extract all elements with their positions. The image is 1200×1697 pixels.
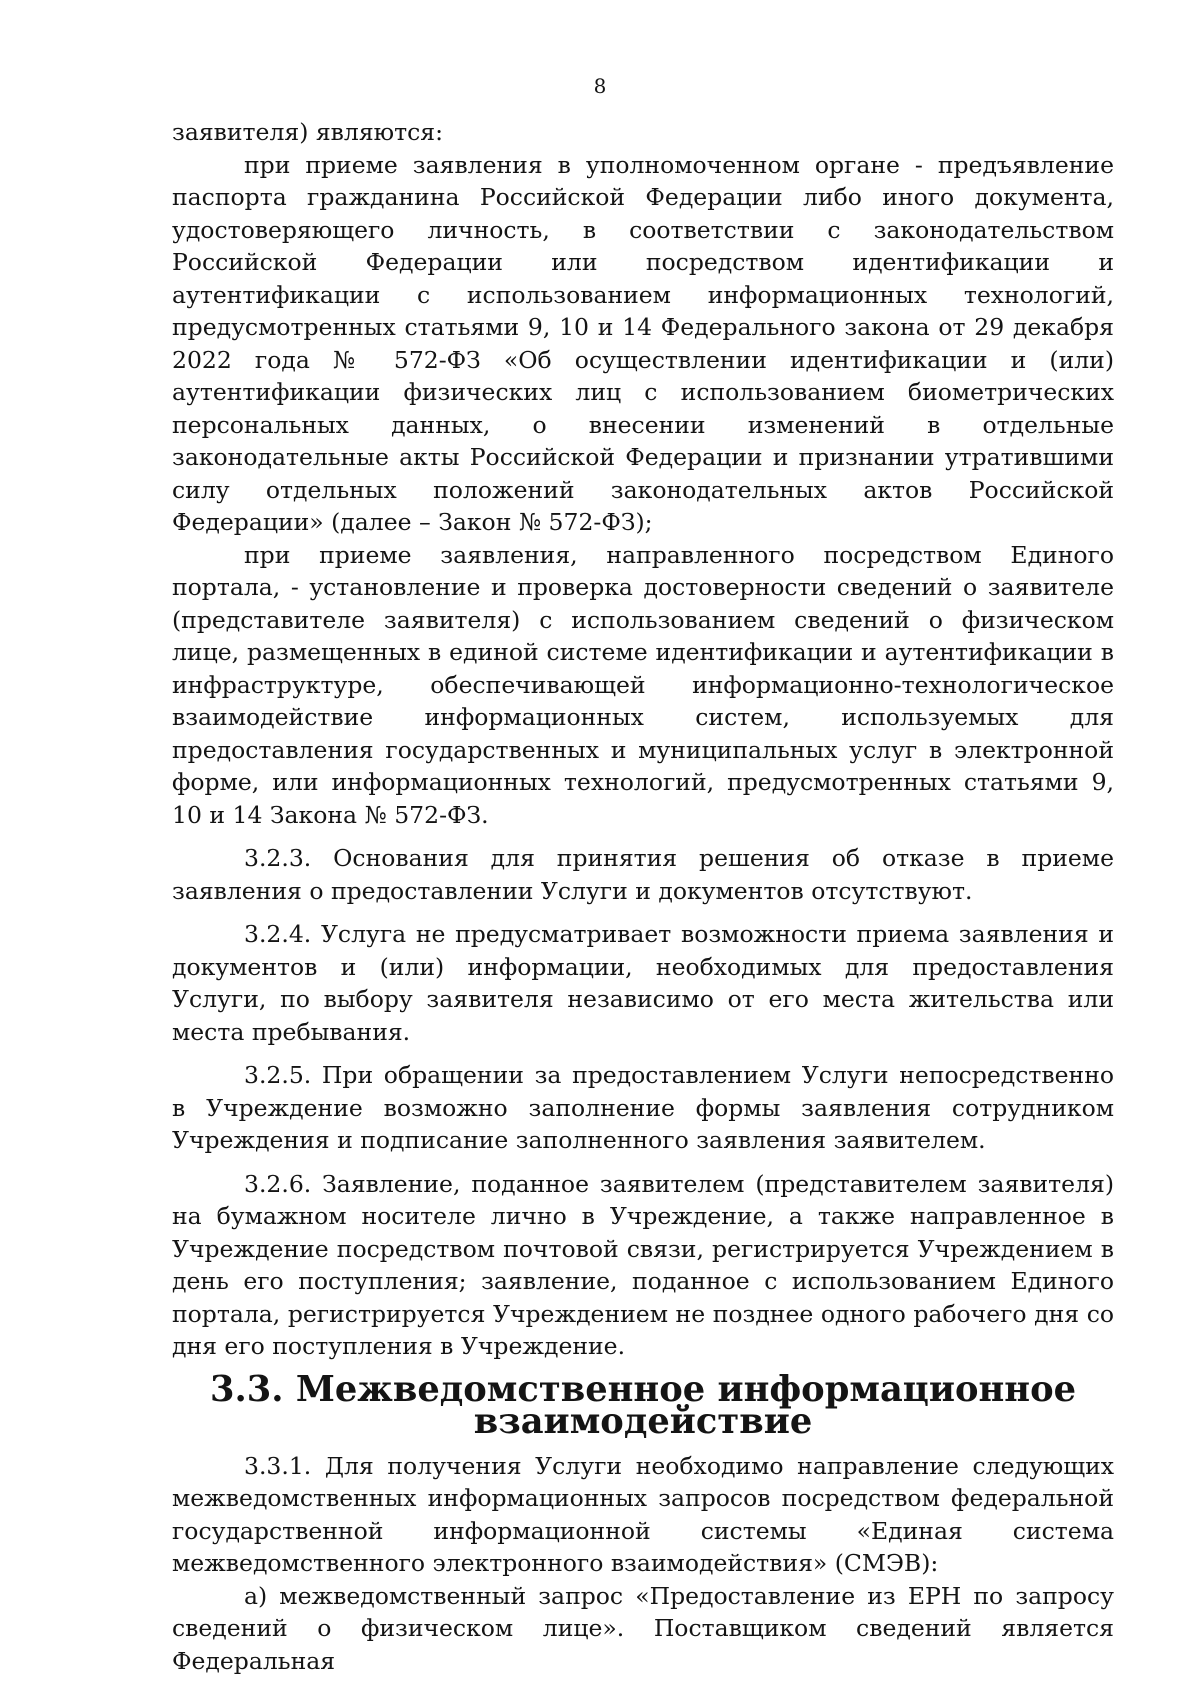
- page-number: 8: [593, 74, 607, 98]
- paragraph-3-2-5: 3.2.5. При обращении за предоставлением Услуги непосредственно в Учреждение возможно заполнение формы заявления сотрудником Учреждения и подписание заполненного заявления заявителем.: [172, 1061, 1114, 1154]
- paragraph-item-a: а) межведомственный запрос «Предоставление из ЕРН по запросу сведений о физическом лице». Поставщиком сведений является Федеральная: [172, 1581, 1114, 1675]
- paragraph-3-3-1: 3.3.1. Для получения Услуги необходимо направление следующих межведомственных информационных запросов посредством федеральной государственной информационной системы «Единая система межведомственного электронного взаимодействия» (СМЭВ):: [172, 1451, 1114, 1577]
- paragraph-portal-identification: при приеме заявления, направленного посредством Единого портала, - установление и проверка достоверности сведений о заявителе (представителе заявителя) с использованием сведений о физическом лице, размещенных в единой системе идентификации и аутентификации в инфраструктуре, обеспечивающей информационно-технологическое взаимодействие информационных систем, используемых для предоставления государственных и муниципальных услуг в электронной форме, или информационных технологий, предусмотренных статьями 9, 10 и 14 Закона № 572-ФЗ.: [172, 540, 1114, 829]
- paragraph-continuation: заявителя) являются:: [172, 118, 444, 146]
- paragraph-authorized-body-identification: при приеме заявления в уполномоченном органе - предъявление паспорта гражданина Российской Федерации либо иного документа, удостоверяющего личность, в соответствии с законодательством Российской Федерации или посредством идентификации и аутентификации с использованием информационных технологий, предусмотренных статьями 9, 10 и 14 Федерального закона от 29 декабря 2022 года № 572-ФЗ «Об осуществлении идентификации и (или) аутентификации физических лиц с использованием биометрических персональных данных, о внесении изменений в отдельные законодательные акты Российской Федерации и признании утратившими силу отдельных положений законодательных актов Российской Федерации» (далее – Закон № 572-ФЗ);: [172, 150, 1114, 536]
- paragraph-3-2-3: 3.2.3. Основания для принятия решения об отказе в приеме заявления о предоставлении Услуги и документов отсутствуют.: [172, 844, 1114, 905]
- paragraph-3-2-4: 3.2.4. Услуга не предусматривает возможности приема заявления и документов и (или) информации, необходимых для предоставления Услуги, по выбору заявителя независимо от его места жительства или места пребывания.: [172, 920, 1114, 1046]
- paragraph-3-2-6: 3.2.6. Заявление, поданное заявителем (представителем заявителя) на бумажном носителе лично в Учреждение, а также направленное в Учреждение посредством почтовой связи, регистрируется Учреждением в день его поступления; заявление, поданное с использованием Единого портала, регистрируется Учреждением не позднее одного рабочего дня со дня его поступления в Учреждение.: [172, 1169, 1114, 1360]
- section-heading-3-3: 3.3. Межведомственное информационное взаимодействие: [209, 1368, 1077, 1442]
- document-body: [172, 116, 1114, 1677]
